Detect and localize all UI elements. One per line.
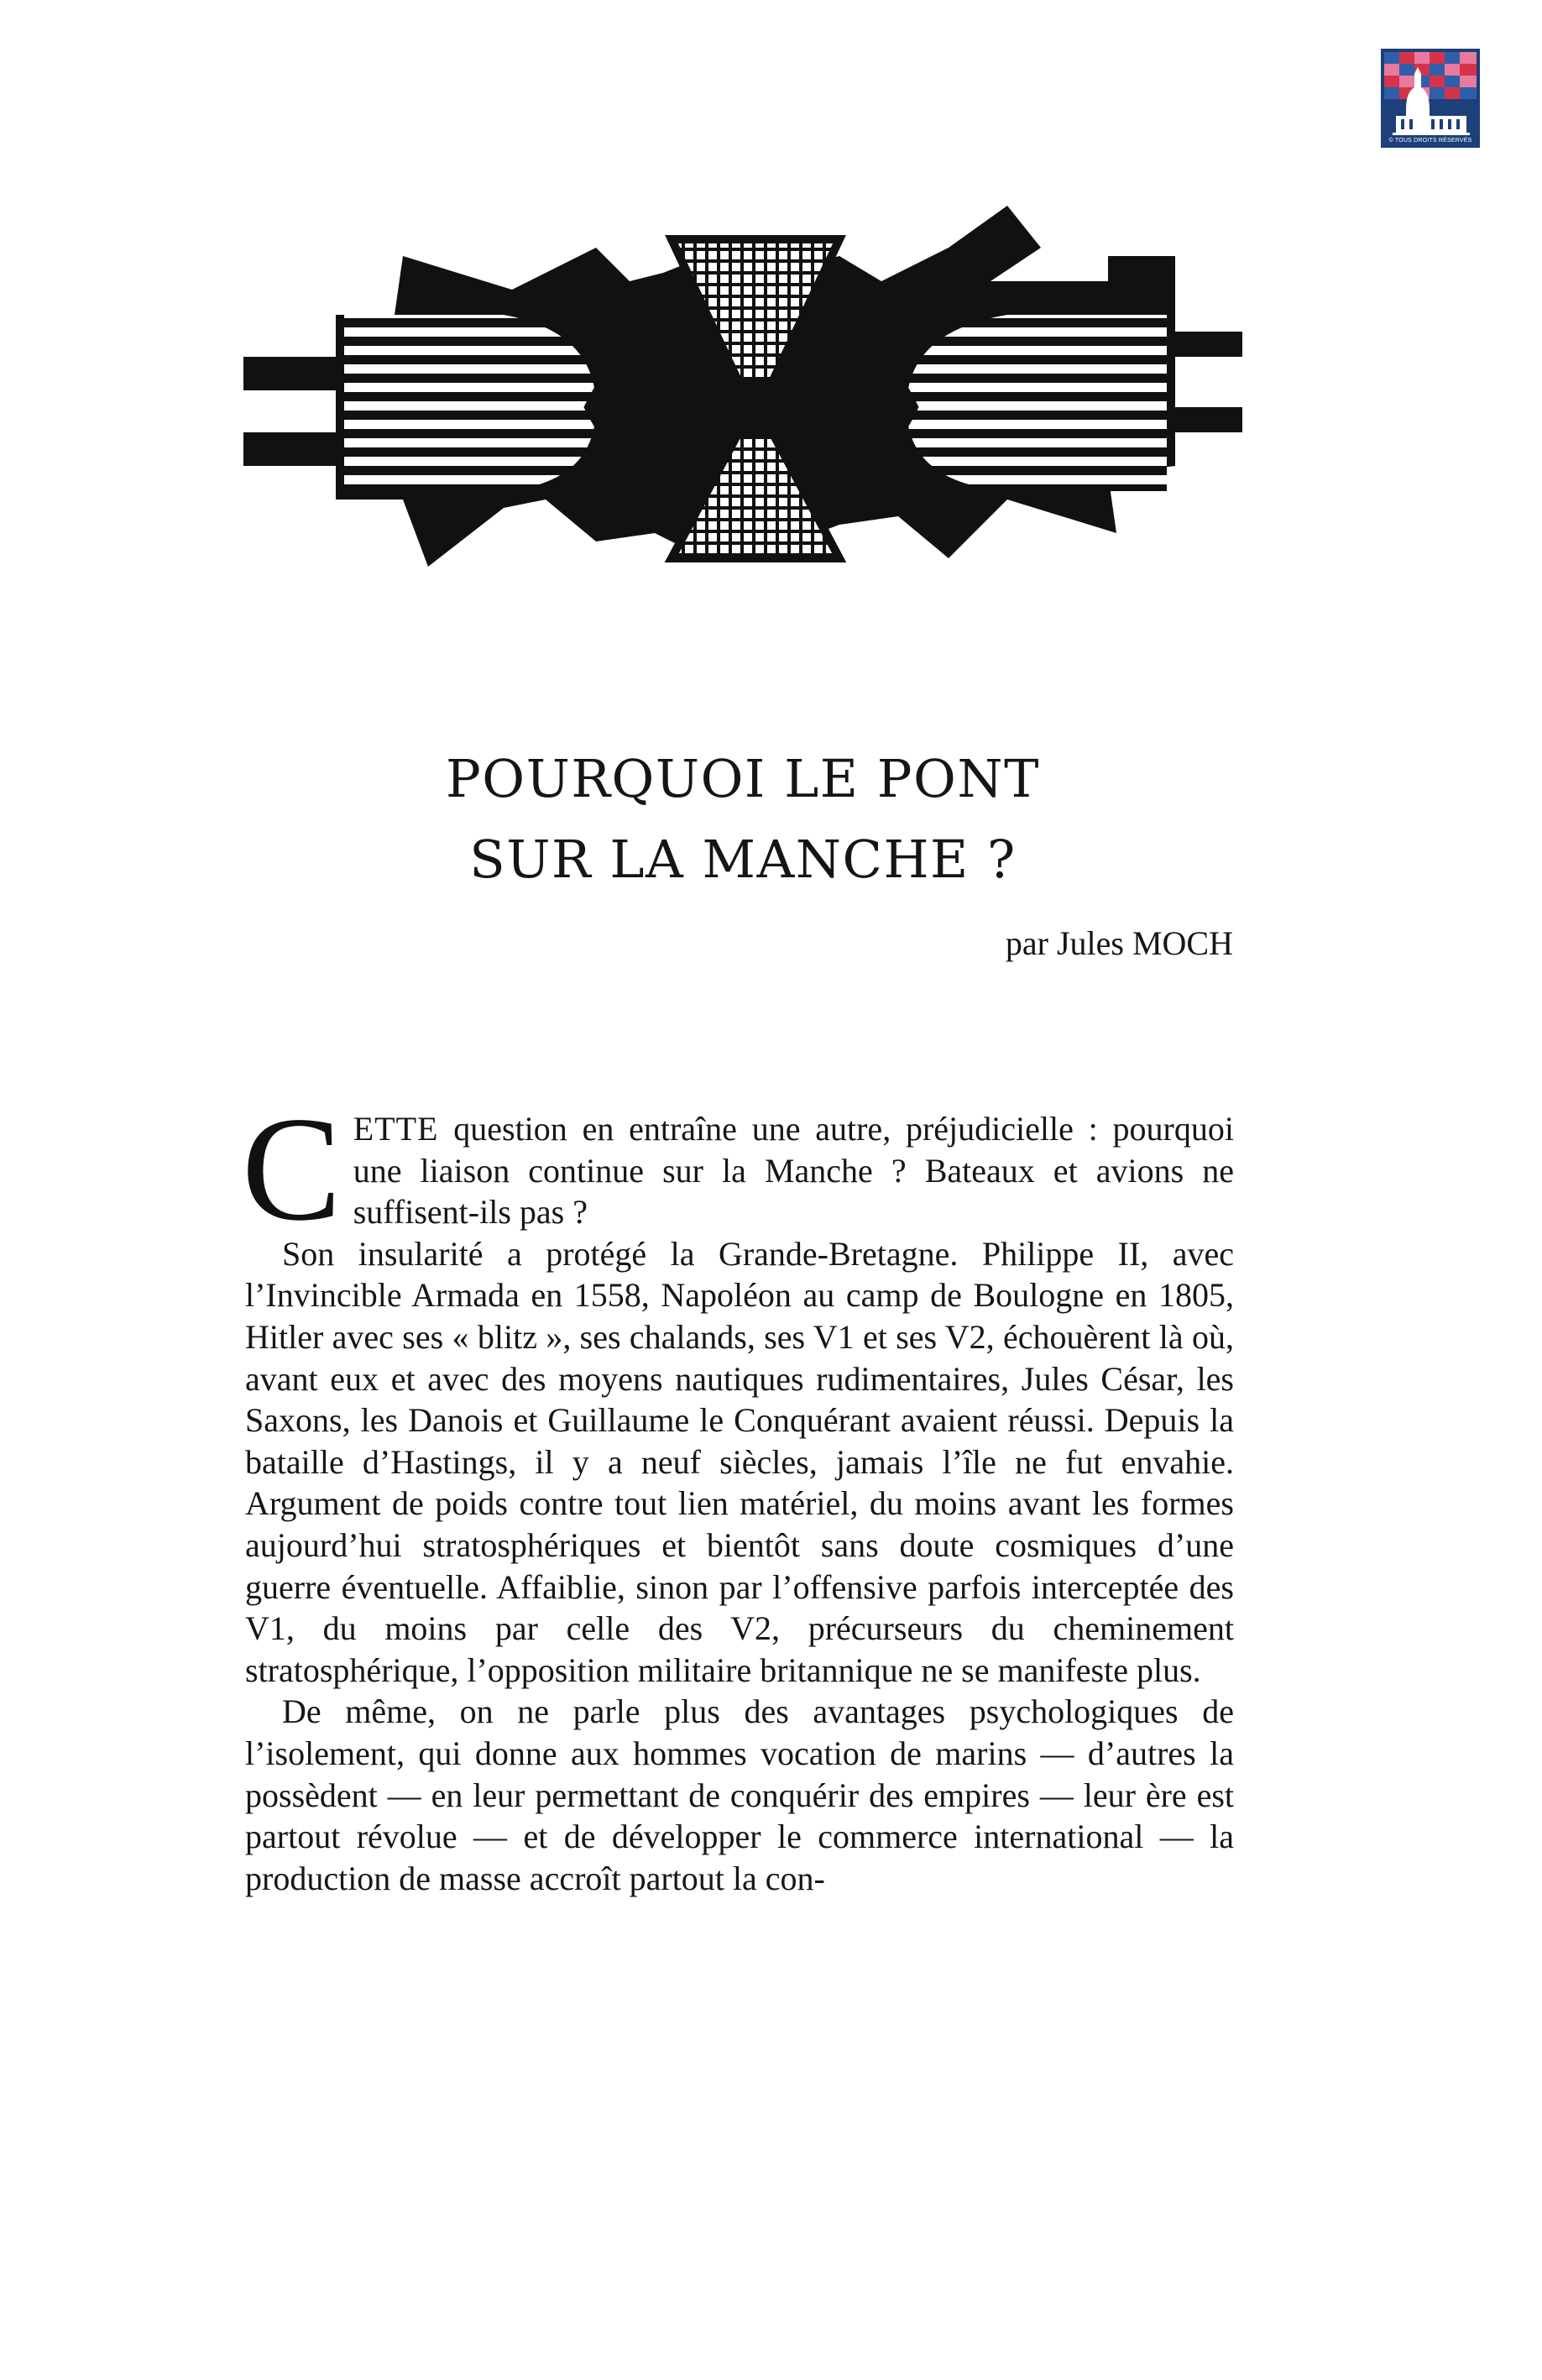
article-body [242, 1085, 1234, 1899]
decorative-woodcut-ornament-icon [235, 189, 1268, 592]
paragraph-2: Son insularité a protégé la Grande-Bretagne. Philippe II, avec l’Invincible Armada en 1558, Napoléon au camp de Boulogne en 1805, Hitler avec ses « blitz », ses chalands, ses V1 et ses V2, échouèrent là où, avant eux et avec des moyens nautiques rudimentaires, Jules César, les Saxons, les Danois et Guillaume le Conquérant avaient réussi. Depuis la bataille d’Hastings, il y a neuf siècles, jamais l’île ne fut envahie. Argument de poids contre tout lien matériel, du moins avant les formes aujourd’hui stratosphériques et bientôt sans doute cosmiques d’une guerre éventuelle. Affaiblie, sinon par l’offensive parfois interceptée des V1, du moins par celle des V2, précurseurs du cheminement stratosphérique, l’opposition militaire britannique ne se manifeste plus. [245, 1234, 1234, 1689]
article-title [252, 739, 1234, 900]
lead-word: ETTE [353, 1110, 439, 1148]
paragraph-1-text: question en entraîne une autre, préjudicielle : pourquoi une liaison continue sur la Manche ? Bateaux et avions ne suffisent-ils pas ? [353, 1110, 1234, 1232]
title-line-2: SUR LA MANCHE ? [469, 829, 1017, 890]
paragraph-3: De même, on ne parle plus des avantages psychologiques de l’isolement, qui donne aux hommes vocation de marins — d’autres la possèdent — en leur permettant de conquérir des empires — leur ère est partout révolue — et de développer le commerce international — la production de masse accroît partout la con- [245, 1692, 1234, 1897]
logo-caption: © TOUS DROITS RÉSERVÉS [1388, 138, 1472, 144]
drop-cap: C [242, 1085, 342, 1252]
author-byline: par Jules MOCH [1005, 924, 1233, 962]
title-line-1: POURQUOI LE PONT [446, 748, 1040, 809]
building-dome-icon [1381, 49, 1480, 148]
publisher-logo [1381, 49, 1480, 148]
paragraph-1 [242, 1085, 1234, 1252]
